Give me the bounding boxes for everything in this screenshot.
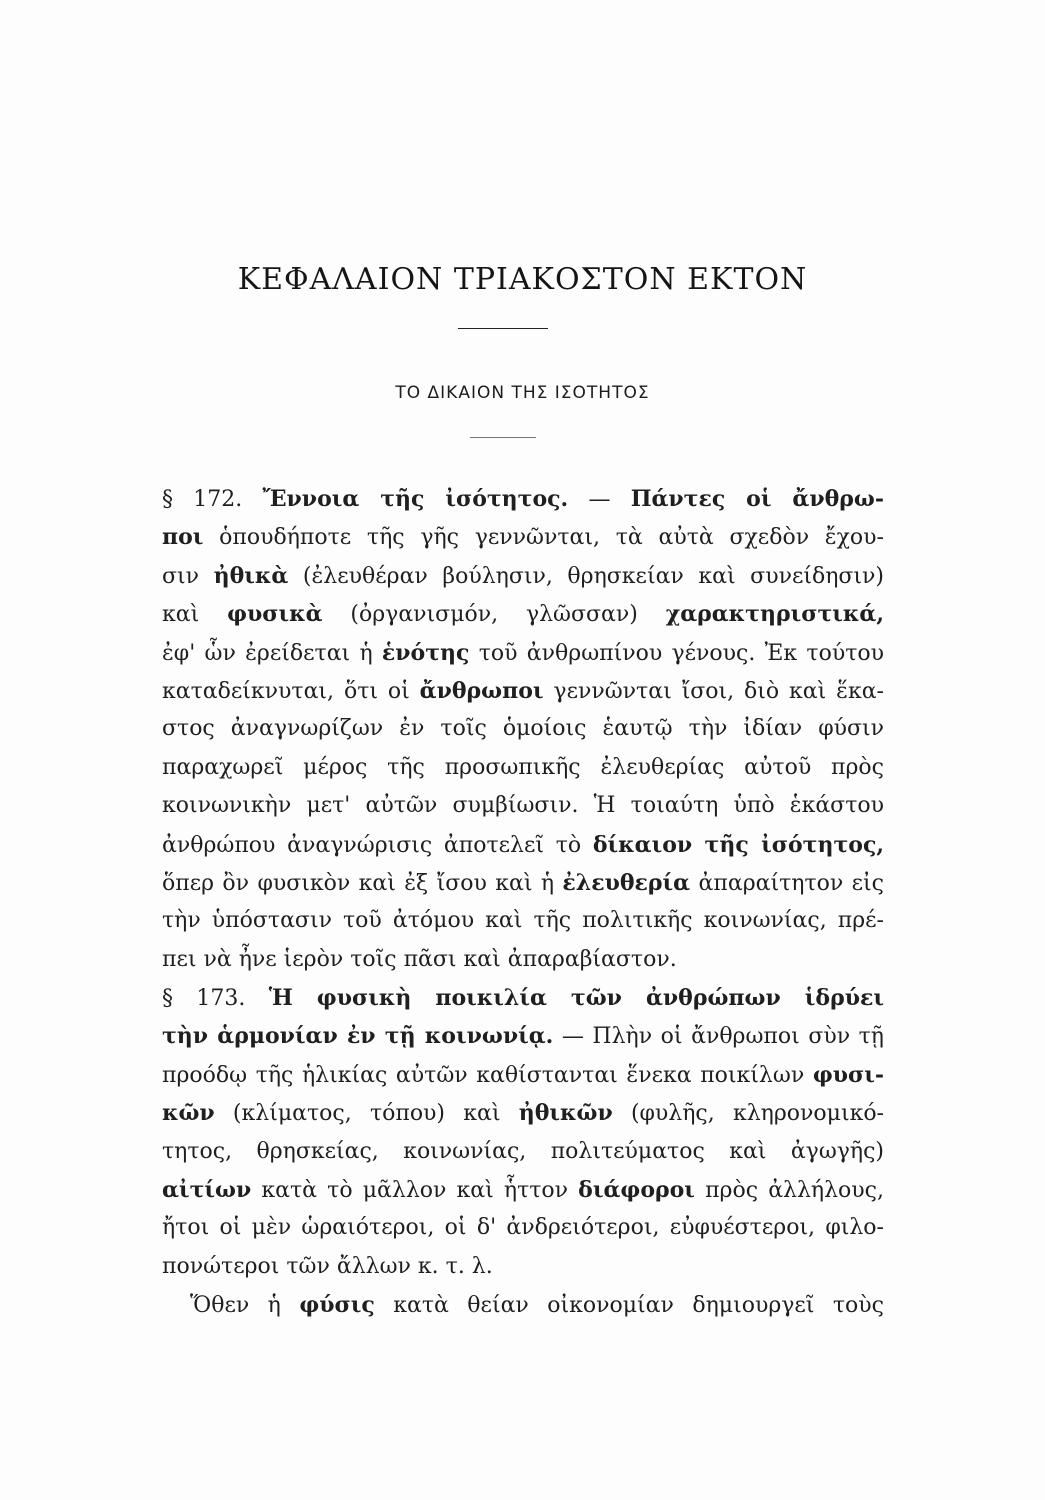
chapter-title: ΚΕΦΑΛΑΙΟΝ ΤΡΙΑΚΟΣΤΟΝ ΕΚΤΟΝ (237, 262, 808, 297)
text-span: — (568, 487, 631, 512)
text-span: ἀνθρώπου ἀναγνώρισις ἀποτελεῖ τὸ (162, 832, 593, 858)
bold-text-span: Ἔννοια τῆς ἰσότητος. (262, 486, 569, 512)
text-span: κοινωνικὴν μετ' αὐτῶν συμβίωσιν. Ἡ τοιαύτη ὑπὸ ἑκάστου (162, 793, 884, 819)
text-line (162, 557, 884, 595)
text-span: τοῦ ἀνθρωπίνου γένους. Ἐκ τούτου (469, 640, 884, 666)
bold-text-span: χαρακτηριστικά, (665, 601, 884, 628)
text-span: § 172. (162, 487, 263, 512)
text-line (162, 1248, 884, 1286)
bold-text-span: ἄνθρωποι (419, 677, 544, 704)
text-span: ὁπουδήποτε τῆς γῆς γεννῶνται, τὰ αὐτὰ σχεδὸν ἔχου- (203, 525, 884, 551)
text-line (162, 480, 884, 518)
bold-text-span: φυσικὰ (227, 601, 323, 628)
text-span: πρὸς ἀλλήλους, (694, 1178, 884, 1204)
text-line (162, 1094, 884, 1132)
text-line (162, 864, 884, 902)
title-divider (458, 328, 548, 329)
bold-text-span: Πάντες οἱ ἄνθρω- (630, 486, 884, 512)
text-line (162, 672, 884, 710)
text-span: (φυλῆς, κληρονομικό- (612, 1101, 884, 1127)
text-line (162, 826, 884, 864)
text-line (162, 979, 884, 1017)
text-span: τητος, θρησκείας, κοινωνίας, πολιτεύματος καὶ ἀγωγῆς) (162, 1138, 884, 1164)
bold-text-span: τὴν ἁρμονίαν ἐν τῇ κοινωνίᾳ. (162, 1023, 554, 1050)
text-line (162, 1133, 884, 1171)
bold-text-span: κῶν (162, 1100, 215, 1127)
bold-text-span: ποι (162, 524, 204, 551)
text-span: (κλίματος, τόπου) καὶ (214, 1101, 519, 1127)
text-span: ὅπερ ὂν φυσικὸν καὶ ἐξ ἴσου καὶ ἡ (162, 870, 563, 896)
text-span: ἐφ' ὧν ἐρείδεται ἡ (162, 640, 382, 666)
text-span: πει νὰ ἦνε ἱερὸν τοῖς πᾶσι καὶ ἀπαραβίαστον. (162, 946, 677, 972)
bold-text-span: φύσις (299, 1292, 375, 1319)
text-line (162, 1017, 884, 1055)
text-span: καὶ (162, 602, 228, 628)
bold-text-span: ἐλευθερία (562, 869, 691, 896)
text-span: § 173. (162, 986, 269, 1012)
text-line (162, 634, 884, 672)
text-line (162, 1056, 884, 1094)
text-span: τὴν ὑπόστασιν τοῦ ἀτόμου καὶ τῆς πολιτικῆς κοινωνίας, πρέ- (162, 908, 884, 934)
body-text (162, 480, 884, 1325)
text-span: (ἐλευθέραν βούλησιν, θρησκείαν καὶ συνείδησιν) (288, 563, 884, 589)
text-span: Ὅθεν ἡ (190, 1293, 300, 1319)
text-line (162, 787, 884, 825)
text-span: (ὀργανισμόν, γλῶσσαν) (322, 602, 666, 628)
chapter-subtitle: ΤΟ ΔΙΚΑΙΟΝ ΤΗΣ ΙΣΟΤΗΤΟΣ (395, 383, 650, 403)
text-span: κατὰ τὸ μᾶλλον καὶ ἧττον (251, 1178, 579, 1204)
text-span: πονώτεροι τῶν ἄλλων κ. τ. λ. (162, 1253, 493, 1279)
text-line (162, 941, 884, 979)
text-line (162, 1209, 884, 1247)
bold-text-span: φυσι- (812, 1061, 884, 1088)
bold-text-span: διάφοροι (578, 1177, 695, 1204)
text-span: γεννῶνται ἴσοι, διὸ καὶ ἕκα- (543, 678, 884, 704)
text-span: σιν (162, 563, 214, 589)
text-span: ἤτοι οἱ μὲν ὡραιότεροι, οἱ δ' ἀνδρειότεροι, εὐφυέστεροι, φιλο- (162, 1215, 884, 1241)
text-line (162, 518, 884, 556)
bold-text-span: ἠθικῶν (518, 1100, 613, 1127)
text-span: καταδείκνυται, ὅτι οἱ (162, 678, 420, 704)
text-span: κατὰ θείαν οἰκονομίαν δημιουργεῖ τοὺς (374, 1293, 884, 1319)
text-span: στος ἀναγνωρίζων ἐν τοῖς ὁμοίοις ἑαυτῷ τὴν ἰδίαν φύσιν (162, 716, 884, 742)
bold-text-span: ἠθικὰ (213, 562, 289, 589)
bold-text-span: αἰτίων (162, 1177, 252, 1204)
text-line (162, 1171, 884, 1209)
text-span: — Πλὴν οἱ ἄνθρωποι σὺν τῇ (553, 1024, 884, 1050)
subtitle-divider (470, 437, 536, 438)
text-span: παραχωρεῖ μέρος τῆς προσωπικῆς ἐλευθερίας αὐτοῦ πρὸς (162, 754, 884, 780)
text-span: ἀπαραίτητον εἰς (690, 870, 884, 896)
text-line (162, 710, 884, 748)
bold-text-span: ἑνότης (381, 639, 470, 666)
text-span: προόδῳ τῆς ἡλικίας αὐτῶν καθίστανται ἕνεκα ποικίλων (162, 1062, 813, 1088)
bold-text-span: Ἡ φυσικὴ ποικιλία τῶν ἀνθρώπων ἱδρύει (268, 985, 884, 1012)
text-line (162, 749, 884, 787)
bold-text-span: δίκαιον τῆς ἰσότητος, (592, 831, 884, 858)
text-line (162, 595, 884, 633)
text-line (162, 902, 884, 940)
text-line (162, 1286, 884, 1324)
